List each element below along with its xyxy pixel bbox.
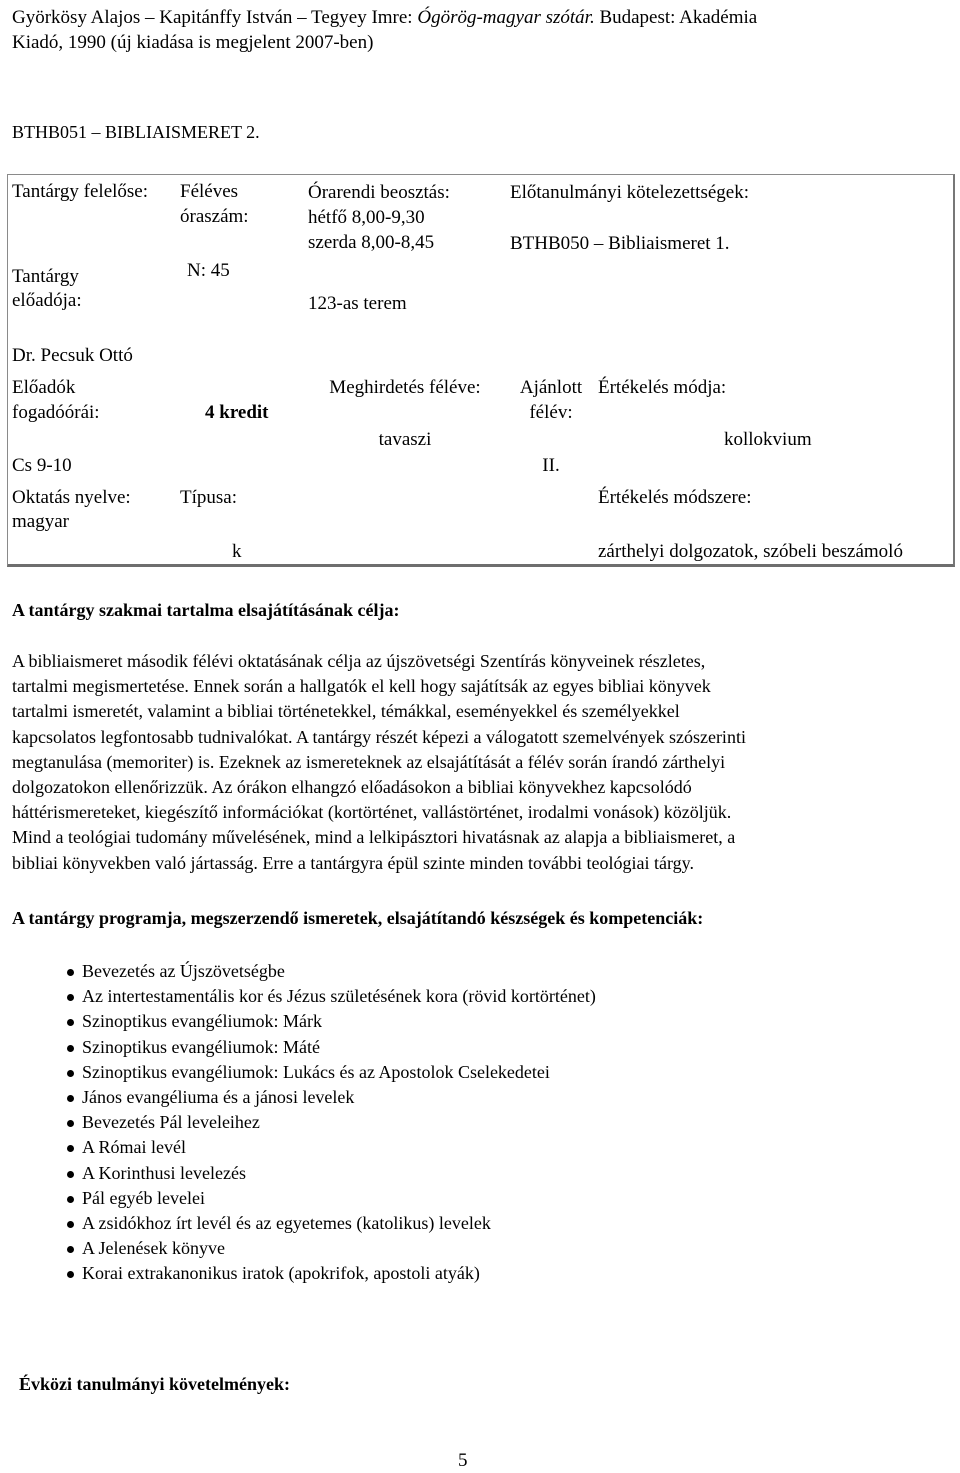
reference-line-1 [12, 6, 757, 30]
ertekeles-modszere-label: Értékelés módszere: [598, 487, 752, 508]
requirements-heading: Évközi tanulmányi követelmények: [19, 1374, 291, 1394]
reference-title: Ógörög-magyar szótár. [417, 7, 595, 28]
page-number: 5 [458, 1450, 468, 1471]
program-list [70, 959, 596, 1287]
fogado-label-2: fogadóórái: [12, 402, 100, 423]
course-title: BTHB051 – BIBLIAISMERET 2. [12, 122, 260, 142]
list-item: Bevezetés Pál leveleihez [70, 1110, 596, 1135]
goal-line: megtanulása (memoriter) is. Ezeknek az ismereteknek az elsajátítását a félév során írandó zárthelyi [12, 751, 726, 772]
list-item: Az intertestamentális kor és Jézus születésének kora (rövid kortörténet) [70, 984, 596, 1009]
fogado-label-1: Előadók [12, 377, 76, 398]
list-item: Szinoptikus evangéliumok: Márk [70, 1009, 596, 1034]
list-item: Szinoptikus evangéliumok: Máté [70, 1035, 596, 1060]
nyelv-value: magyar [12, 511, 69, 532]
list-item: Korai extrakanonikus iratok (apokrifok, apostoli atyák) [70, 1261, 596, 1286]
eloado-label-1: Tantárgy [12, 266, 79, 287]
orarend-line-1: hétfő 8,00-9,30 [308, 207, 425, 228]
bullet-icon [67, 1019, 74, 1026]
list-item: A Római levél [70, 1135, 596, 1160]
tipus-label: Típusa: [180, 487, 237, 508]
fogado-value: Cs 9-10 [12, 455, 72, 476]
goal-line: háttérismereteket, kiegészítő információkat (kortörténet, vallástörténet, irodalmi vonások) közöljük. [12, 802, 732, 823]
ertekeles-modja-value: kollokvium [724, 429, 812, 450]
bullet-icon [67, 1196, 74, 1203]
ajanlott-label-2: félév: [529, 402, 573, 423]
ajanlott-label-1: Ajánlott [519, 377, 583, 398]
eloado-label-2: előadója: [12, 290, 82, 311]
orarend-line-2: szerda 8,00-8,45 [308, 232, 435, 253]
bullet-icon [67, 1095, 74, 1102]
meghirdetes-value: tavaszi [378, 429, 432, 450]
list-item: Szinoptikus evangéliumok: Lukács és az Apostolok Cselekedetei [70, 1060, 596, 1085]
ajanlott-value: II. [542, 455, 560, 476]
goal-line: tartalmi megismertetése. Ennek során a hallgatók el kell hogy sajátítsák az egyes bibliai könyvek [12, 676, 711, 697]
goal-line: A bibliaismeret második félévi oktatásának célja az újszövetségi Szentírás könyveinek részletes, [12, 651, 706, 671]
bullet-icon [67, 1120, 74, 1127]
list-item: A zsidókhoz írt levél és az egyetemes (katolikus) levelek [70, 1211, 596, 1236]
meghirdetes-label: Meghirdetés féléve: [329, 377, 481, 398]
goal-line: bibliai könyvekben való jártasság. Erre a tantárgyra épül szinte minden további teológiai tárgy. [12, 852, 694, 873]
bullet-icon [67, 1271, 74, 1278]
list-item: Pál egyéb levelei [70, 1186, 596, 1211]
oraszam-label-1: Féléves [180, 181, 239, 202]
bullet-icon [67, 1246, 74, 1253]
tipus-value: k [232, 541, 242, 562]
list-item: A Korinthusi levelezés [70, 1161, 596, 1186]
terem: 123-as terem [308, 293, 407, 314]
bullet-icon [67, 994, 74, 1001]
kredit [205, 401, 269, 425]
goal-line: tartalmi ismeretét, valamint a bibliai történetekkel, témákkal, eseményekkel és személyekkel [12, 701, 680, 722]
bullet-icon [67, 969, 74, 976]
goal-line: kapcsolatos legfontosabb tudnivalókat. A tantárgy részét képezi a válogatott szemelvények szószerinti [12, 726, 746, 747]
reference-authors: Györkösy Alajos – Kapitánffy István – Tegyey Imre: [12, 7, 418, 28]
bullet-icon [67, 1171, 74, 1178]
course-info-table [7, 174, 955, 567]
ertekeles-modszere-value: zárthelyi dolgozatok, szóbeli beszámoló [598, 541, 903, 562]
bullet-icon [67, 1221, 74, 1228]
bullet-icon [67, 1145, 74, 1152]
elotanulmanyi-value: BTHB050 – Bibliaismeret 1. [510, 233, 730, 254]
nyelv-label: Oktatás nyelve: [12, 487, 131, 508]
elotanulmanyi-label: Előtanulmányi kötelezettségek: [510, 182, 750, 203]
reference-publisher: Budapest: Akadémia [594, 7, 758, 28]
goal-line: dolgozatokon ellenőrizzük. Az órákon elhangzó előadásokon a bibliai könyvekhez kapcsolódó [12, 777, 692, 798]
goal-line: Mind a teológiai tudomány művelésének, mind a lelkipásztori hivatásnak az alapja a bibliaismeret, a [12, 827, 736, 848]
oraszam-value: N: 45 [187, 260, 230, 281]
program-heading: A tantárgy programja, megszerzendő ismeretek, elsajátítandó készségek és kompetenciák: [12, 908, 704, 928]
oraszam-label-2: óraszám: [180, 206, 249, 227]
eloado-name: Dr. Pecsuk Ottó [12, 345, 133, 366]
list-item: János evangéliuma és a jánosi levelek [70, 1085, 596, 1110]
list-item: Bevezetés az Újszövetségbe [70, 959, 596, 984]
goal-heading: A tantárgy szakmai tartalma elsajátításának célja: [12, 600, 400, 620]
bullet-icon [67, 1045, 74, 1052]
orarend-label: Órarendi beosztás: [308, 182, 450, 203]
list-item: A Jelenések könyve [70, 1236, 596, 1261]
reference-line-2: Kiadó, 1990 (új kiadása is megjelent 2007-ben) [12, 32, 374, 53]
ertekeles-modja-label: Értékelés módja: [598, 377, 727, 398]
bullet-icon [67, 1070, 74, 1077]
kredit-value: 4 kredit [205, 402, 269, 423]
felelos-label: Tantárgy felelőse: [12, 181, 149, 202]
goal-paragraph [12, 649, 912, 876]
